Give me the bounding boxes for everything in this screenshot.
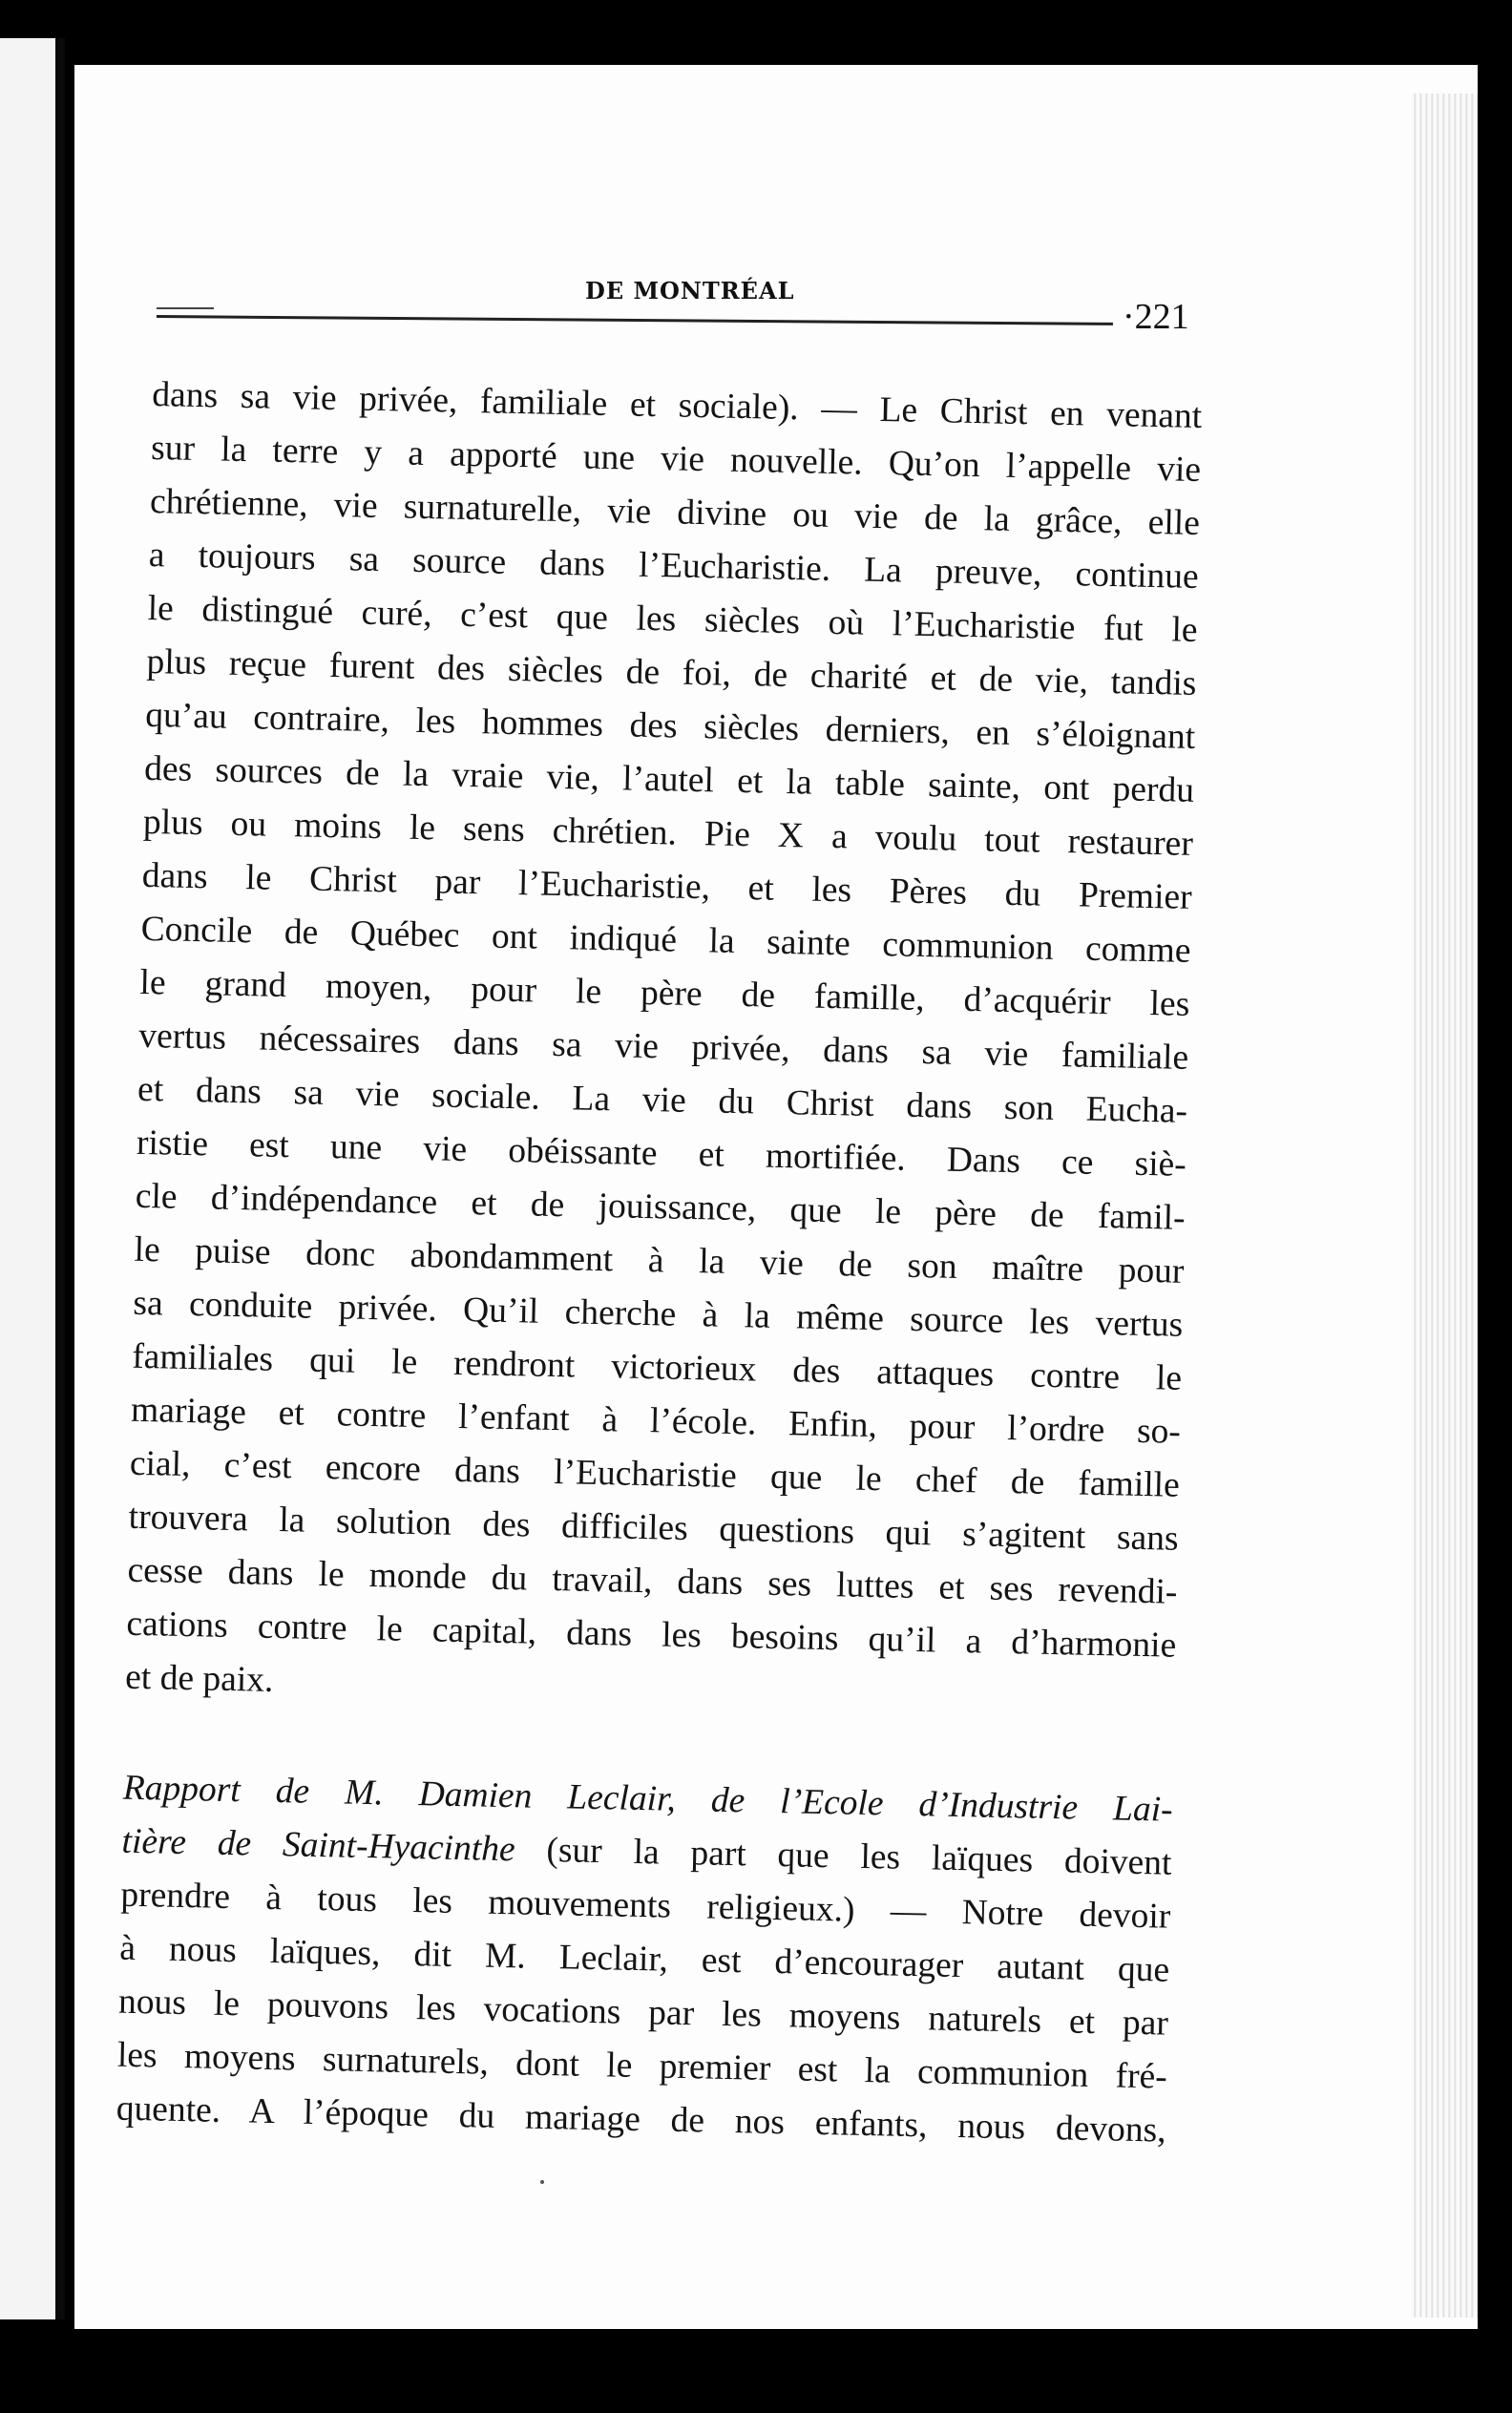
- text-line: le grand moyen, pour le père de famille, d’acquérir les: [139, 962, 1190, 1024]
- text-line: et de paix.: [124, 1657, 274, 1700]
- text-line: à nous laïques, dit M. Leclair, est d’encourager autant que: [118, 1928, 1170, 1990]
- running-head: [74, 208, 1478, 342]
- report-subject: (sur la part que les laïques doivent: [514, 1830, 1172, 1883]
- page-number: · 221: [1123, 296, 1189, 338]
- header-rule-lead: [157, 307, 214, 309]
- text-line: qu’au contraire, les hommes des siècles derniers, en s’éloignant: [144, 695, 1196, 757]
- text-line: ristie est une vie obéissante et mortifiée. Dans ce siè-: [136, 1123, 1187, 1185]
- page-stack-edges: [1411, 94, 1478, 2318]
- text-line: cle d’indépendance et de jouissance, que le père de famil-: [135, 1176, 1186, 1238]
- facing-page-edge: [0, 38, 65, 2319]
- text-line: cesse dans le monde du travail, dans ses luttes et ses revendi-: [127, 1550, 1178, 1612]
- report-title-line: Rapport de M. Damien Leclair, de l’Ecole d’Industrie Lai-: [122, 1768, 1174, 1830]
- text-line: familiales qui le rendront victorieux des attaques contre le: [131, 1336, 1183, 1398]
- text-line: plus reçue furent des siècles de foi, de charité et de vie, tandis: [146, 641, 1197, 703]
- text-line: a toujours sa source dans l’Eucharistie. La preuve, continue: [148, 535, 1200, 597]
- text-line: sur la terre y a apporté une vie nouvelle. Qu’on l’appelle vie: [150, 428, 1202, 491]
- text-line: plus ou moins le sens chrétien. Pie X a voulu tout restaurer: [142, 802, 1194, 864]
- text-line: trouvera la solution des difficiles questions qui s’agitent sans: [128, 1497, 1179, 1559]
- text-line: dans le Christ par l’Eucharistie, et les Pères du Premier: [141, 855, 1193, 917]
- ink-speck: [540, 2180, 544, 2184]
- text-line: dans sa vie privée, familiale et sociale). — Le Christ en venant: [151, 374, 1203, 437]
- report-title-end: tière de Saint-Hyacinthe: [121, 1821, 516, 1870]
- text-line: des sources de la vraie vie, l’autel et la table sainte, ont perdu: [143, 748, 1195, 810]
- header-rule: [157, 315, 1113, 325]
- page: [74, 65, 1478, 2329]
- running-head-title: DE MONTRÉAL: [585, 277, 795, 304]
- text-line: sa conduite privée. Qu’il cherche à la même source les vertus: [133, 1283, 1184, 1345]
- text-line: vertus nécessaires dans sa vie privée, dans sa vie familiale: [137, 1016, 1189, 1078]
- text-line: le distingué curé, c’est que les siècles où l’Eucharistie fut le: [147, 588, 1198, 650]
- text-line: le puise donc abondamment à la vie de son maître pour: [134, 1229, 1185, 1291]
- body-text: [116, 368, 1203, 2158]
- text-line: nous le pouvons les vocations par les moyens naturels et par: [117, 1982, 1169, 2044]
- text-line: Concile de Québec ont indiqué la sainte communion comme: [140, 909, 1191, 971]
- text-line: chrétienne, vie surnaturelle, vie divine ou vie de la grâce, elle: [149, 481, 1201, 544]
- paragraph-2: [116, 1762, 1173, 2158]
- text-line: et dans sa vie sociale. La vie du Christ dans son Eucha-: [136, 1069, 1188, 1131]
- paragraph-1: [125, 368, 1203, 1727]
- text-line: mariage et contre l’enfant à l’école. Enfin, pour l’ordre so-: [130, 1390, 1182, 1452]
- text-line: cations contre le capital, dans les besoins qu’il a d’harmonie: [126, 1604, 1177, 1666]
- text-line: prendre à tous les mouvements religieux.) — Notre devoir: [120, 1875, 1171, 1937]
- text-line: cial, c’est encore dans l’Eucharistie que le chef de famille: [129, 1443, 1181, 1505]
- text-line: les moyens surnaturels, dont le premier est la communion fré-: [116, 2035, 1168, 2097]
- text-line: quente. A l’époque du mariage de nos enfants, nous devons,: [116, 2088, 1166, 2151]
